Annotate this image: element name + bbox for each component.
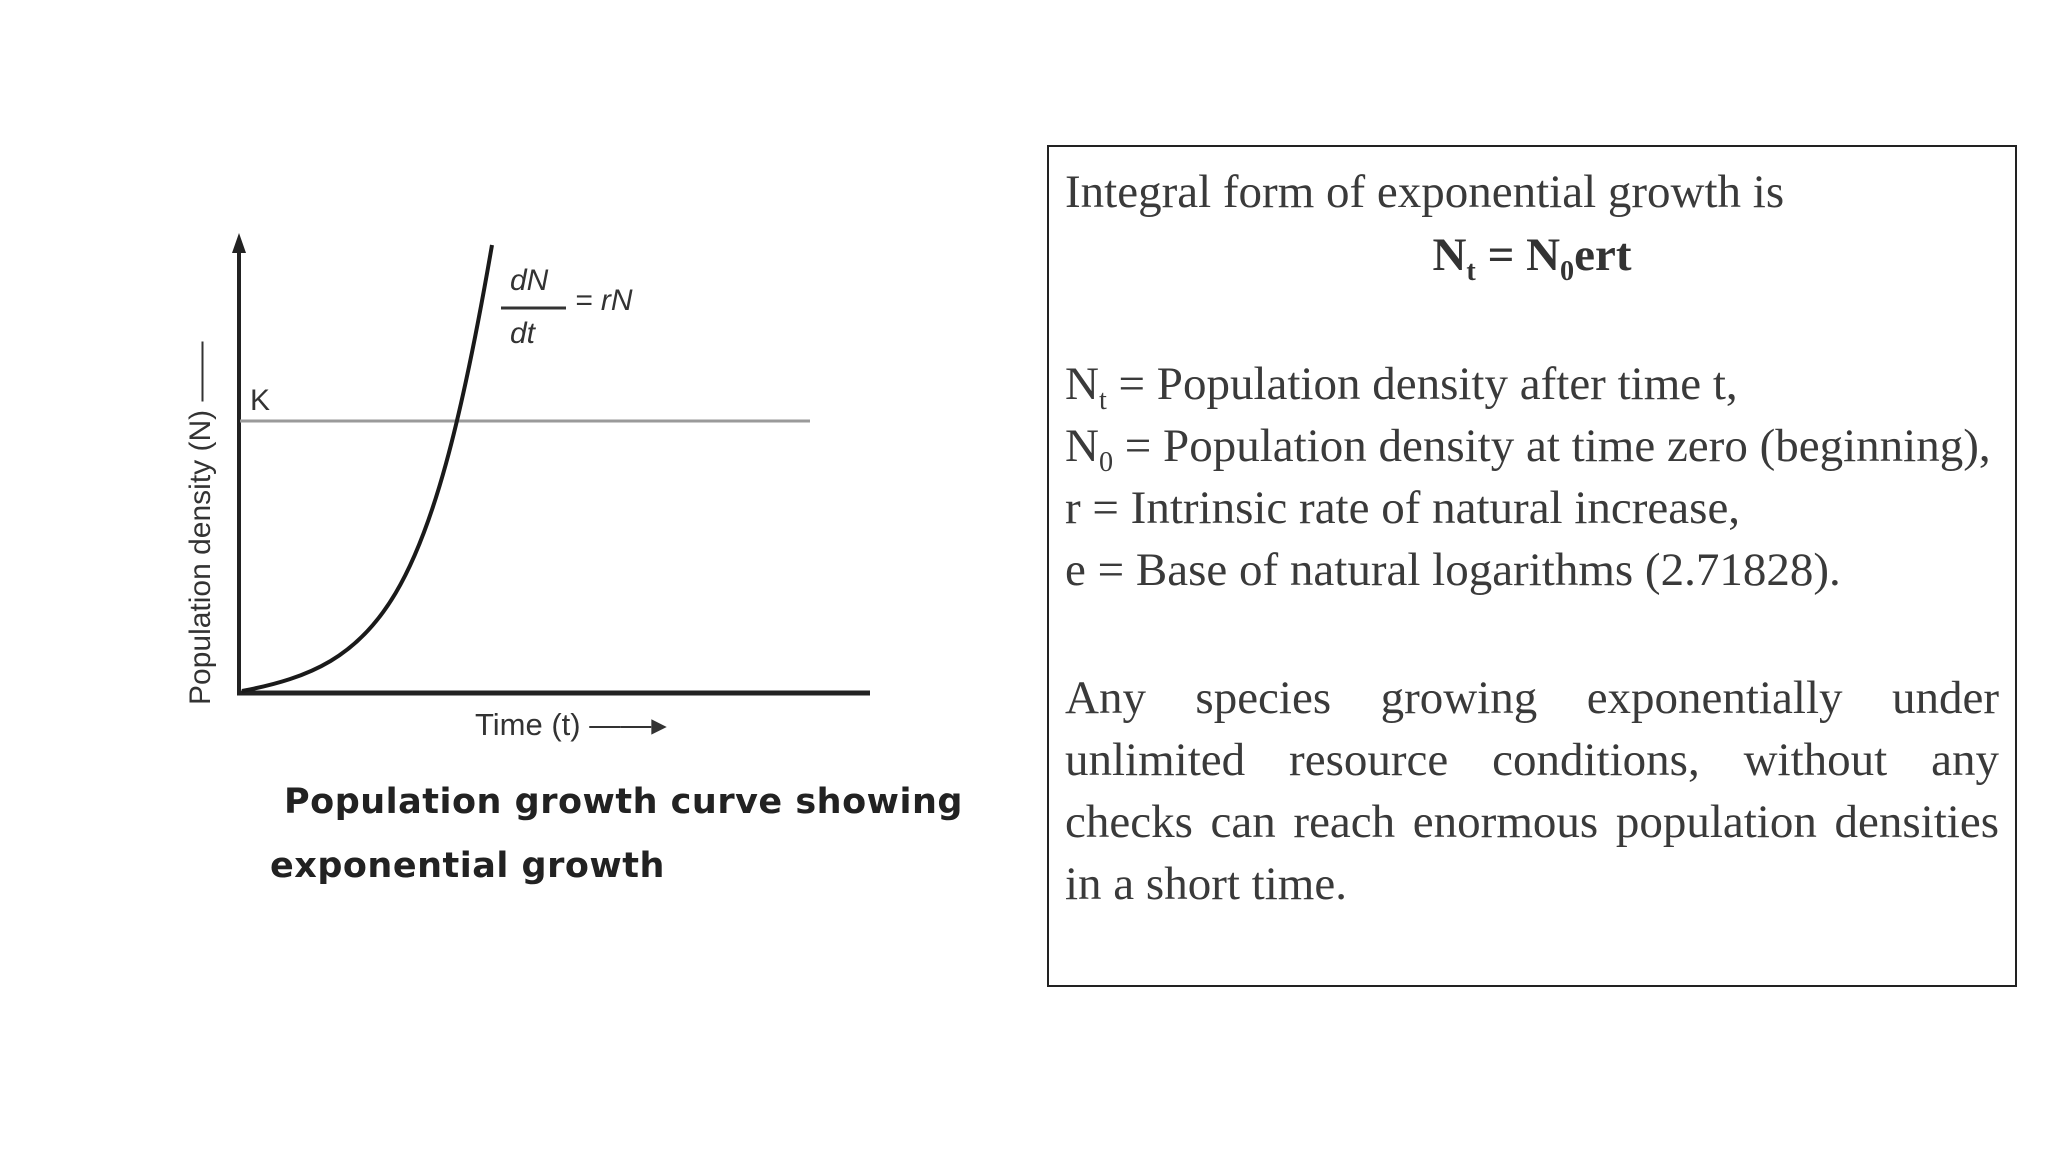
- caption-line-2: exponential growth: [270, 846, 665, 886]
- definition-text: = Population density at time zero (beginning),: [1113, 420, 1991, 472]
- equation-rhs: = rN: [575, 284, 633, 317]
- definition-symbol: N: [1065, 420, 1099, 472]
- definition-text: = Population density after time t,: [1106, 358, 1738, 410]
- definition-symbol: r: [1065, 482, 1081, 534]
- definition-text: = Intrinsic rate of natural increase,: [1080, 482, 1741, 534]
- conclusion-text: Any species growing exponentially under unlimited resource conditions, without any checks can reach enormous population densities in a short time.: [1065, 672, 1999, 910]
- formula-n: N: [1432, 229, 1467, 281]
- formula-t-subscript: t: [1466, 255, 1476, 287]
- growth-curve-graph: [170, 225, 1010, 785]
- spacer: [1065, 287, 1999, 353]
- definition-text: = Base of natural logarithms (2.71828).: [1085, 544, 1841, 596]
- intro-text: Integral form of exponential growth is: [1065, 166, 1785, 218]
- spacer: [1065, 601, 1999, 667]
- diagram-caption: [270, 770, 1010, 898]
- definition-symbol: N: [1065, 358, 1099, 410]
- k-label: K: [250, 384, 271, 417]
- definition-r: [1065, 477, 1999, 539]
- equation-numerator: dN: [510, 264, 549, 297]
- definition-subscript: t: [1098, 384, 1107, 416]
- y-axis-arrow-icon: [232, 233, 246, 253]
- formula-equals-n: = N: [1475, 229, 1561, 281]
- exponential-growth-text-box: [1047, 145, 2017, 987]
- formula-tail: ert: [1574, 229, 1632, 281]
- definition-n0: [1065, 415, 1999, 477]
- formula-zero-subscript: 0: [1560, 255, 1575, 287]
- definition-e: [1065, 539, 1999, 601]
- definition-subscript: 0: [1098, 446, 1114, 478]
- definition-nt: [1065, 353, 1999, 415]
- caption-line-1: Population growth curve showing: [284, 782, 963, 822]
- exponential-curve: [242, 245, 492, 691]
- y-axis-label: Population density (N) ——: [184, 341, 217, 705]
- x-axis-label: Time (t) ——▸: [475, 707, 667, 742]
- definition-symbol: e: [1065, 544, 1086, 596]
- integral-formula: [1065, 223, 1999, 287]
- equation-denominator: dt: [510, 317, 536, 350]
- population-growth-diagram: [170, 225, 1010, 905]
